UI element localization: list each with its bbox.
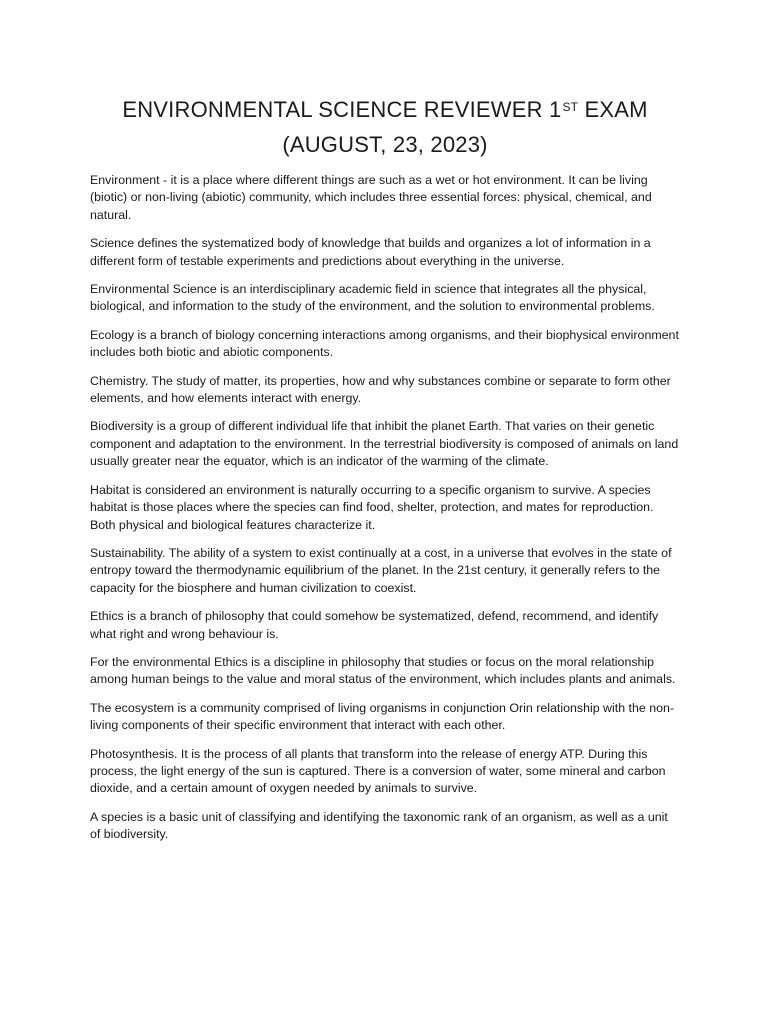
- paragraph-species: A species is a basic unit of classifying and identifying the taxonomic rank of an organism, as well as a unit of biodiversity.: [90, 809, 668, 842]
- paragraph-photosynthesis: Photosynthesis. It is the process of all plants that transform into the release of energy ATP. During this process, the light energy of the sun is captured. There is a conversion of water, some mineral and carbon dioxide, and a certain amount of oxygen needed by animals to survive.: [90, 746, 666, 796]
- paragraph-sustainability: Sustainability. The ability of a system to exist continually at a cost, in a universe that evolves in the state of entropy toward the thermodynamic equilibrium of the planet. In the 21st century, it generally refers to the capacity for the biosphere and human civilization to coexist.: [90, 545, 672, 595]
- paragraph-habitat: Habitat is considered an environment is naturally occurring to a specific organism to survive. A species habitat is those places where the species can find food, shelter, protection, and mates for reproduction. Both physical and biological features characterize it.: [90, 482, 654, 532]
- paragraph-ethics: Ethics is a branch of philosophy that could somehow be systematized, defend, recommend, and identify what right and wrong behaviour is.: [90, 609, 659, 641]
- paragraph-environment: Environment - it is a place where different things are such as a wet or hot environment. It can be living (biotic) or non-living (abiotic) community, which includes three essential forces: physical, chemical, and natural.: [90, 173, 652, 222]
- paragraph-science: Science defines the systematized body of knowledge that builds and organizes a lot of information in a different form of testable experiments and predictions about everything in the universe.: [90, 236, 651, 268]
- paragraph-environmental-science: Environmental Science is an interdisciplinary academic field in science that integrates all the physical, biological, and information to the study of the environment, and the solution to environmental problems.: [90, 282, 655, 314]
- title-line-1-prefix: ENVIRONMENTAL SCIENCE REVIEWER 1: [122, 97, 562, 122]
- paragraph-ecosystem: The ecosystem is a community comprised of living organisms in conjunction Orin relationship with the non-living components of their specific environment that interact with each other.: [90, 700, 674, 733]
- title-line-2: (AUGUST, 23, 2023): [282, 132, 488, 157]
- title-line-1-suffix: EXAM: [578, 97, 648, 122]
- paragraph-ecology: Ecology is a branch of biology concerning interactions among organisms, and their biophysical environment includes both biotic and abiotic components.: [90, 327, 679, 360]
- title-line-1: [122, 97, 647, 122]
- document-page: [90, 92, 680, 855]
- title-superscript: ST: [562, 100, 579, 114]
- document-title: [90, 92, 680, 162]
- document-body: [90, 172, 680, 844]
- paragraph-environmental-ethics: For the environmental Ethics is a discipline in philosophy that studies or focus on the moral relationship among human beings to the value and moral status of the environment, which includes plants and animals.: [90, 654, 676, 687]
- paragraph-chemistry: Chemistry. The study of matter, its properties, how and why substances combine or separate to form other elements, and how elements interact with energy.: [90, 373, 671, 406]
- paragraph-biodiversity: Biodiversity is a group of different individual life that inhibit the planet Earth. That varies on their genetic component and adaptation to the environment. In the terrestrial biodiversity is composed of animals on land usually greater near the equator, which is an indicator of the warming of the climate.: [90, 419, 679, 469]
